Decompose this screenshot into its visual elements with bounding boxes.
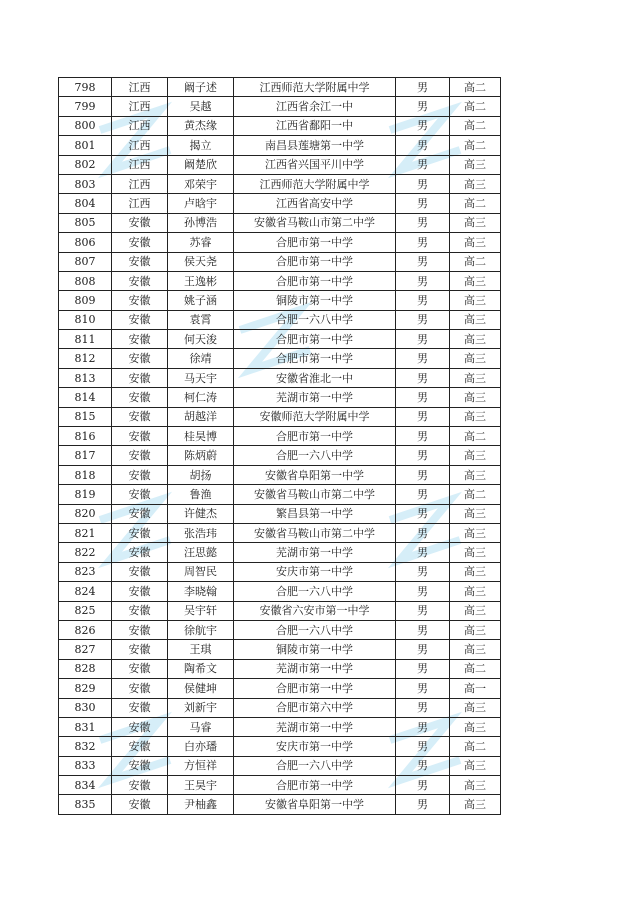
cell-school: 合肥市第一中学 [234, 776, 396, 795]
table-row [59, 330, 501, 349]
cell-name: 邓荣宇 [168, 174, 234, 193]
cell-grade: 高三 [450, 717, 501, 736]
cell-gender: 男 [396, 795, 450, 814]
cell-number: 807 [59, 252, 112, 271]
roster-sheet [58, 77, 501, 815]
cell-number: 812 [59, 349, 112, 368]
cell-gender: 男 [396, 427, 450, 446]
cell-number: 831 [59, 717, 112, 736]
cell-school: 安徽省阜阳第一中学 [234, 465, 396, 484]
cell-name: 揭立 [168, 136, 234, 155]
cell-name: 马睿 [168, 717, 234, 736]
cell-province: 安徽 [112, 737, 168, 756]
table-row [59, 717, 501, 736]
cell-grade: 高三 [450, 543, 501, 562]
cell-grade: 高三 [450, 388, 501, 407]
table-row [59, 562, 501, 581]
cell-gender: 男 [396, 310, 450, 329]
cell-grade: 高三 [450, 155, 501, 174]
cell-number: 813 [59, 368, 112, 387]
cell-province: 安徽 [112, 213, 168, 232]
cell-gender: 男 [396, 174, 450, 193]
cell-name: 李晓翰 [168, 582, 234, 601]
cell-name: 苏睿 [168, 233, 234, 252]
cell-number: 806 [59, 233, 112, 252]
cell-grade: 高三 [450, 330, 501, 349]
cell-gender: 男 [396, 504, 450, 523]
cell-number: 826 [59, 620, 112, 639]
cell-name: 柯仁涛 [168, 388, 234, 407]
cell-gender: 男 [396, 136, 450, 155]
cell-number: 798 [59, 78, 112, 97]
cell-name: 徐航宇 [168, 620, 234, 639]
cell-number: 822 [59, 543, 112, 562]
cell-number: 808 [59, 271, 112, 290]
table-row [59, 252, 501, 271]
table-row [59, 213, 501, 232]
table-row [59, 620, 501, 639]
cell-number: 820 [59, 504, 112, 523]
cell-province: 安徽 [112, 523, 168, 542]
cell-name: 方恒祥 [168, 756, 234, 775]
cell-province: 安徽 [112, 562, 168, 581]
cell-number: 803 [59, 174, 112, 193]
cell-school: 合肥一六八中学 [234, 620, 396, 639]
cell-name: 桂昊博 [168, 427, 234, 446]
cell-school: 合肥一六八中学 [234, 310, 396, 329]
cell-school: 安徽省马鞍山市第二中学 [234, 523, 396, 542]
cell-school: 合肥市第一中学 [234, 330, 396, 349]
cell-name: 胡扬 [168, 465, 234, 484]
cell-province: 安徽 [112, 388, 168, 407]
cell-number: 817 [59, 446, 112, 465]
cell-name: 阚楚欣 [168, 155, 234, 174]
cell-gender: 男 [396, 582, 450, 601]
cell-gender: 男 [396, 388, 450, 407]
cell-province: 安徽 [112, 271, 168, 290]
cell-grade: 高二 [450, 252, 501, 271]
table-row [59, 485, 501, 504]
table-row [59, 97, 501, 116]
cell-name: 马天宇 [168, 368, 234, 387]
cell-school: 江西省高安中学 [234, 194, 396, 213]
cell-school: 芜湖市第一中学 [234, 388, 396, 407]
cell-province: 安徽 [112, 698, 168, 717]
cell-grade: 高二 [450, 427, 501, 446]
cell-gender: 男 [396, 562, 450, 581]
cell-grade: 高三 [450, 213, 501, 232]
cell-number: 823 [59, 562, 112, 581]
cell-gender: 男 [396, 543, 450, 562]
table-row [59, 446, 501, 465]
cell-number: 815 [59, 407, 112, 426]
cell-number: 824 [59, 582, 112, 601]
cell-gender: 男 [396, 756, 450, 775]
cell-school: 合肥市第一中学 [234, 427, 396, 446]
cell-gender: 男 [396, 679, 450, 698]
table-row [59, 116, 501, 135]
cell-province: 安徽 [112, 776, 168, 795]
cell-name: 王逸彬 [168, 271, 234, 290]
table-row [59, 504, 501, 523]
cell-grade: 高三 [450, 504, 501, 523]
cell-gender: 男 [396, 233, 450, 252]
cell-gender: 男 [396, 407, 450, 426]
cell-school: 安庆市第一中学 [234, 562, 396, 581]
cell-name: 吴宇轩 [168, 601, 234, 620]
cell-gender: 男 [396, 620, 450, 639]
cell-province: 安徽 [112, 465, 168, 484]
cell-school: 合肥一六八中学 [234, 756, 396, 775]
cell-grade: 高二 [450, 97, 501, 116]
cell-number: 799 [59, 97, 112, 116]
cell-school: 芜湖市第一中学 [234, 717, 396, 736]
cell-gender: 男 [396, 97, 450, 116]
cell-name: 王昊宇 [168, 776, 234, 795]
cell-grade: 高三 [450, 368, 501, 387]
cell-number: 825 [59, 601, 112, 620]
table-row [59, 659, 501, 678]
cell-gender: 男 [396, 368, 450, 387]
cell-school: 合肥市第一中学 [234, 233, 396, 252]
cell-province: 江西 [112, 155, 168, 174]
cell-province: 安徽 [112, 233, 168, 252]
cell-province: 江西 [112, 97, 168, 116]
cell-grade: 高三 [450, 640, 501, 659]
table-row [59, 679, 501, 698]
cell-school: 江西省余江一中 [234, 97, 396, 116]
cell-province: 安徽 [112, 446, 168, 465]
cell-grade: 高三 [450, 174, 501, 193]
cell-school: 安徽省六安市第一中学 [234, 601, 396, 620]
cell-school: 合肥市第一中学 [234, 252, 396, 271]
cell-school: 安徽省淮北一中 [234, 368, 396, 387]
cell-grade: 高二 [450, 116, 501, 135]
cell-grade: 高三 [450, 523, 501, 542]
cell-gender: 男 [396, 659, 450, 678]
cell-grade: 高二 [450, 485, 501, 504]
cell-gender: 男 [396, 194, 450, 213]
cell-number: 809 [59, 291, 112, 310]
cell-grade: 高二 [450, 659, 501, 678]
cell-school: 安徽师范大学附属中学 [234, 407, 396, 426]
table-row [59, 427, 501, 446]
cell-name: 汪思懿 [168, 543, 234, 562]
cell-number: 800 [59, 116, 112, 135]
cell-province: 江西 [112, 174, 168, 193]
cell-gender: 男 [396, 523, 450, 542]
cell-province: 安徽 [112, 620, 168, 639]
cell-gender: 男 [396, 78, 450, 97]
cell-number: 834 [59, 776, 112, 795]
cell-school: 江西省兴国平川中学 [234, 155, 396, 174]
cell-school: 江西师范大学附属中学 [234, 78, 396, 97]
cell-school: 铜陵市第一中学 [234, 640, 396, 659]
table-row [59, 795, 501, 814]
cell-grade: 高三 [450, 446, 501, 465]
cell-number: 816 [59, 427, 112, 446]
table-row [59, 776, 501, 795]
table-row [59, 756, 501, 775]
table-row [59, 640, 501, 659]
cell-school: 合肥市第六中学 [234, 698, 396, 717]
table-row [59, 582, 501, 601]
cell-grade: 高三 [450, 756, 501, 775]
table-row [59, 349, 501, 368]
cell-province: 安徽 [112, 310, 168, 329]
cell-province: 安徽 [112, 349, 168, 368]
cell-number: 805 [59, 213, 112, 232]
cell-province: 安徽 [112, 795, 168, 814]
table-row [59, 174, 501, 193]
cell-grade: 高三 [450, 698, 501, 717]
cell-province: 安徽 [112, 407, 168, 426]
table-row [59, 601, 501, 620]
cell-school: 安庆市第一中学 [234, 737, 396, 756]
cell-name: 张浩玮 [168, 523, 234, 542]
cell-gender: 男 [396, 116, 450, 135]
table-row [59, 368, 501, 387]
cell-province: 安徽 [112, 717, 168, 736]
cell-number: 811 [59, 330, 112, 349]
cell-grade: 高三 [450, 291, 501, 310]
cell-grade: 高三 [450, 407, 501, 426]
cell-name: 徐靖 [168, 349, 234, 368]
cell-gender: 男 [396, 271, 450, 290]
cell-school: 合肥市第一中学 [234, 271, 396, 290]
cell-number: 821 [59, 523, 112, 542]
cell-school: 芜湖市第一中学 [234, 659, 396, 678]
cell-grade: 高三 [450, 562, 501, 581]
cell-name: 尹柚鑫 [168, 795, 234, 814]
table-row [59, 737, 501, 756]
roster-table [58, 77, 501, 815]
cell-grade: 高三 [450, 795, 501, 814]
cell-gender: 男 [396, 698, 450, 717]
cell-grade: 高一 [450, 679, 501, 698]
cell-gender: 男 [396, 737, 450, 756]
table-row [59, 136, 501, 155]
cell-name: 黄杰缘 [168, 116, 234, 135]
table-row [59, 407, 501, 426]
roster-body [59, 78, 501, 815]
cell-name: 卢晗宇 [168, 194, 234, 213]
cell-school: 合肥市第一中学 [234, 679, 396, 698]
cell-school: 合肥一六八中学 [234, 446, 396, 465]
table-row [59, 543, 501, 562]
table-row [59, 155, 501, 174]
cell-number: 802 [59, 155, 112, 174]
table-row [59, 523, 501, 542]
cell-gender: 男 [396, 330, 450, 349]
cell-grade: 高三 [450, 776, 501, 795]
cell-name: 陶希文 [168, 659, 234, 678]
cell-province: 安徽 [112, 504, 168, 523]
cell-school: 繁昌县第一中学 [234, 504, 396, 523]
cell-number: 828 [59, 659, 112, 678]
cell-grade: 高二 [450, 194, 501, 213]
cell-name: 刘新宇 [168, 698, 234, 717]
cell-school: 安徽省马鞍山市第二中学 [234, 213, 396, 232]
cell-gender: 男 [396, 465, 450, 484]
cell-gender: 男 [396, 640, 450, 659]
cell-grade: 高三 [450, 582, 501, 601]
cell-grade: 高三 [450, 601, 501, 620]
cell-province: 安徽 [112, 485, 168, 504]
cell-grade: 高三 [450, 310, 501, 329]
cell-gender: 男 [396, 601, 450, 620]
cell-grade: 高三 [450, 349, 501, 368]
cell-number: 833 [59, 756, 112, 775]
cell-province: 安徽 [112, 582, 168, 601]
cell-number: 801 [59, 136, 112, 155]
cell-gender: 男 [396, 349, 450, 368]
cell-number: 827 [59, 640, 112, 659]
table-row [59, 78, 501, 97]
cell-name: 许健杰 [168, 504, 234, 523]
cell-province: 江西 [112, 78, 168, 97]
cell-grade: 高三 [450, 465, 501, 484]
cell-number: 818 [59, 465, 112, 484]
cell-grade: 高二 [450, 78, 501, 97]
cell-gender: 男 [396, 252, 450, 271]
cell-name: 阚子述 [168, 78, 234, 97]
cell-province: 安徽 [112, 640, 168, 659]
cell-name: 白亦璠 [168, 737, 234, 756]
table-row [59, 194, 501, 213]
cell-number: 804 [59, 194, 112, 213]
cell-school: 合肥市第一中学 [234, 349, 396, 368]
cell-province: 安徽 [112, 427, 168, 446]
cell-school: 安徽省阜阳第一中学 [234, 795, 396, 814]
cell-gender: 男 [396, 717, 450, 736]
cell-number: 819 [59, 485, 112, 504]
cell-number: 829 [59, 679, 112, 698]
cell-gender: 男 [396, 291, 450, 310]
cell-number: 814 [59, 388, 112, 407]
table-row [59, 271, 501, 290]
cell-grade: 高三 [450, 620, 501, 639]
cell-province: 安徽 [112, 756, 168, 775]
cell-name: 袁霄 [168, 310, 234, 329]
table-row [59, 310, 501, 329]
cell-name: 侯健坤 [168, 679, 234, 698]
cell-province: 江西 [112, 116, 168, 135]
cell-number: 835 [59, 795, 112, 814]
cell-school: 南昌县莲塘第一中学 [234, 136, 396, 155]
cell-grade: 高三 [450, 271, 501, 290]
cell-province: 安徽 [112, 368, 168, 387]
cell-province: 安徽 [112, 291, 168, 310]
table-row [59, 698, 501, 717]
cell-name: 何天浚 [168, 330, 234, 349]
cell-province: 安徽 [112, 659, 168, 678]
cell-gender: 男 [396, 155, 450, 174]
cell-province: 江西 [112, 194, 168, 213]
cell-gender: 男 [396, 213, 450, 232]
cell-school: 合肥一六八中学 [234, 582, 396, 601]
table-row [59, 291, 501, 310]
cell-name: 孙博浩 [168, 213, 234, 232]
cell-name: 鲁渔 [168, 485, 234, 504]
cell-school: 安徽省马鞍山市第二中学 [234, 485, 396, 504]
cell-province: 江西 [112, 136, 168, 155]
cell-province: 安徽 [112, 679, 168, 698]
cell-province: 安徽 [112, 252, 168, 271]
cell-name: 胡越洋 [168, 407, 234, 426]
cell-name: 吴越 [168, 97, 234, 116]
table-row [59, 465, 501, 484]
cell-gender: 男 [396, 446, 450, 465]
cell-school: 江西师范大学附属中学 [234, 174, 396, 193]
cell-name: 姚子涵 [168, 291, 234, 310]
cell-number: 830 [59, 698, 112, 717]
cell-school: 江西省鄱阳一中 [234, 116, 396, 135]
cell-name: 侯天尧 [168, 252, 234, 271]
table-row [59, 388, 501, 407]
cell-province: 安徽 [112, 543, 168, 562]
cell-name: 周智民 [168, 562, 234, 581]
cell-province: 安徽 [112, 330, 168, 349]
cell-province: 安徽 [112, 601, 168, 620]
cell-gender: 男 [396, 485, 450, 504]
cell-gender: 男 [396, 776, 450, 795]
cell-grade: 高三 [450, 233, 501, 252]
cell-school: 芜湖市第一中学 [234, 543, 396, 562]
cell-name: 陈炳蔚 [168, 446, 234, 465]
table-row [59, 233, 501, 252]
cell-number: 810 [59, 310, 112, 329]
cell-number: 832 [59, 737, 112, 756]
cell-name: 王琪 [168, 640, 234, 659]
cell-grade: 高二 [450, 136, 501, 155]
cell-grade: 高二 [450, 737, 501, 756]
cell-school: 铜陵市第一中学 [234, 291, 396, 310]
